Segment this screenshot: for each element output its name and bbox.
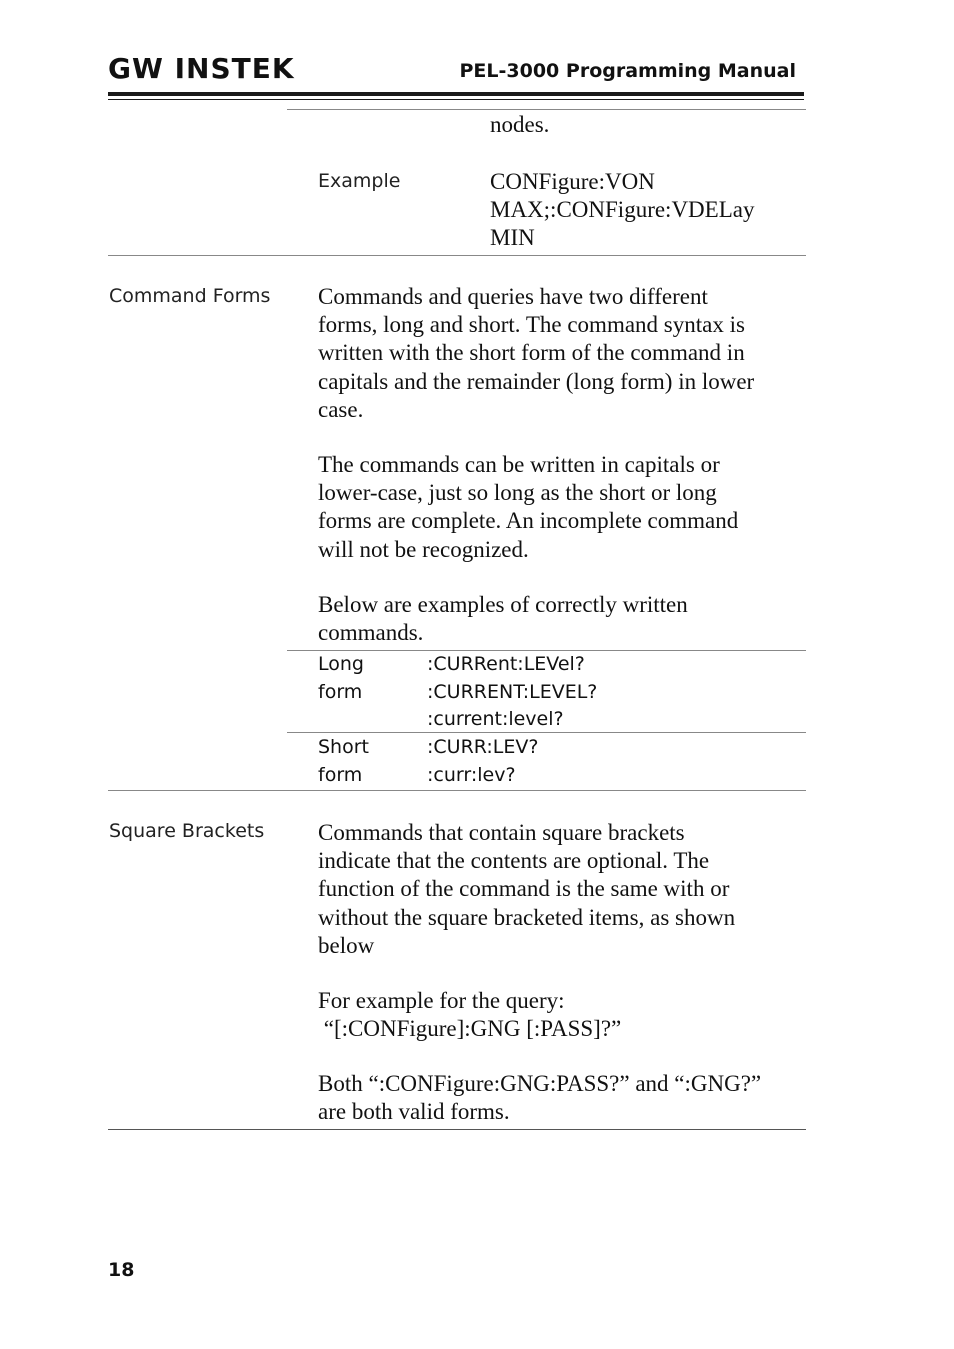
section-label-command-forms: Command Forms (109, 285, 271, 307)
continued-text: nodes. (490, 112, 550, 137)
command-forms-para-3: Below are examples of correctly written commands. (318, 592, 688, 646)
command-forms-para-1: Commands and queries have two different forms, long and short. The command syntax is written with the short form of the command in capitals and the remainder (long form) in lower case. (318, 284, 755, 422)
table-cell-form-long: Long form (318, 653, 364, 703)
square-brackets-para-1: Commands that contain square brackets indicate that the contents are optional. The function of the command is the same with or without the square bracketed items, as shown below (318, 820, 736, 958)
brand-logo: GW INSTEK (108, 52, 295, 85)
square-brackets-para-2: For example for the query: “[:CONFigure]:GNG [:PASS]?” (318, 988, 622, 1042)
section-divider (108, 1129, 806, 1130)
section-divider (108, 790, 806, 791)
document-title: PEL-3000 Programming Manual (459, 60, 796, 82)
table-rule (287, 732, 806, 733)
command-forms-para-2: The commands can be written in capitals or lower-case, just so long as the short or long forms are complete. An incomplete command will not be recognized. (318, 452, 739, 562)
example-code (490, 168, 754, 253)
square-brackets-para-3: Both “:CONFigure:GNG:PASS?” and “:GNG?” are both valid forms. (318, 1071, 762, 1125)
example-line: MAX;:CONFigure:VDELay (490, 197, 755, 223)
example-label: Example (318, 170, 401, 192)
table-cell-examples-long: :CURRent:LEVel? :CURRENT:LEVEL? :current:level? (427, 653, 598, 730)
page-number: 18 (108, 1259, 135, 1281)
section-label-square-brackets: Square Brackets (109, 820, 265, 842)
section-divider (108, 255, 806, 256)
table-cell-form-short: Short form (318, 736, 369, 786)
example-line: CONFigure:VON (490, 169, 655, 194)
header-rule-thick (108, 92, 804, 96)
header-rule-thin (108, 99, 804, 100)
table-rule (287, 109, 806, 110)
example-line: MIN (490, 225, 535, 251)
table-cell-examples-short: :CURR:LEV? :curr:lev? (427, 736, 539, 786)
